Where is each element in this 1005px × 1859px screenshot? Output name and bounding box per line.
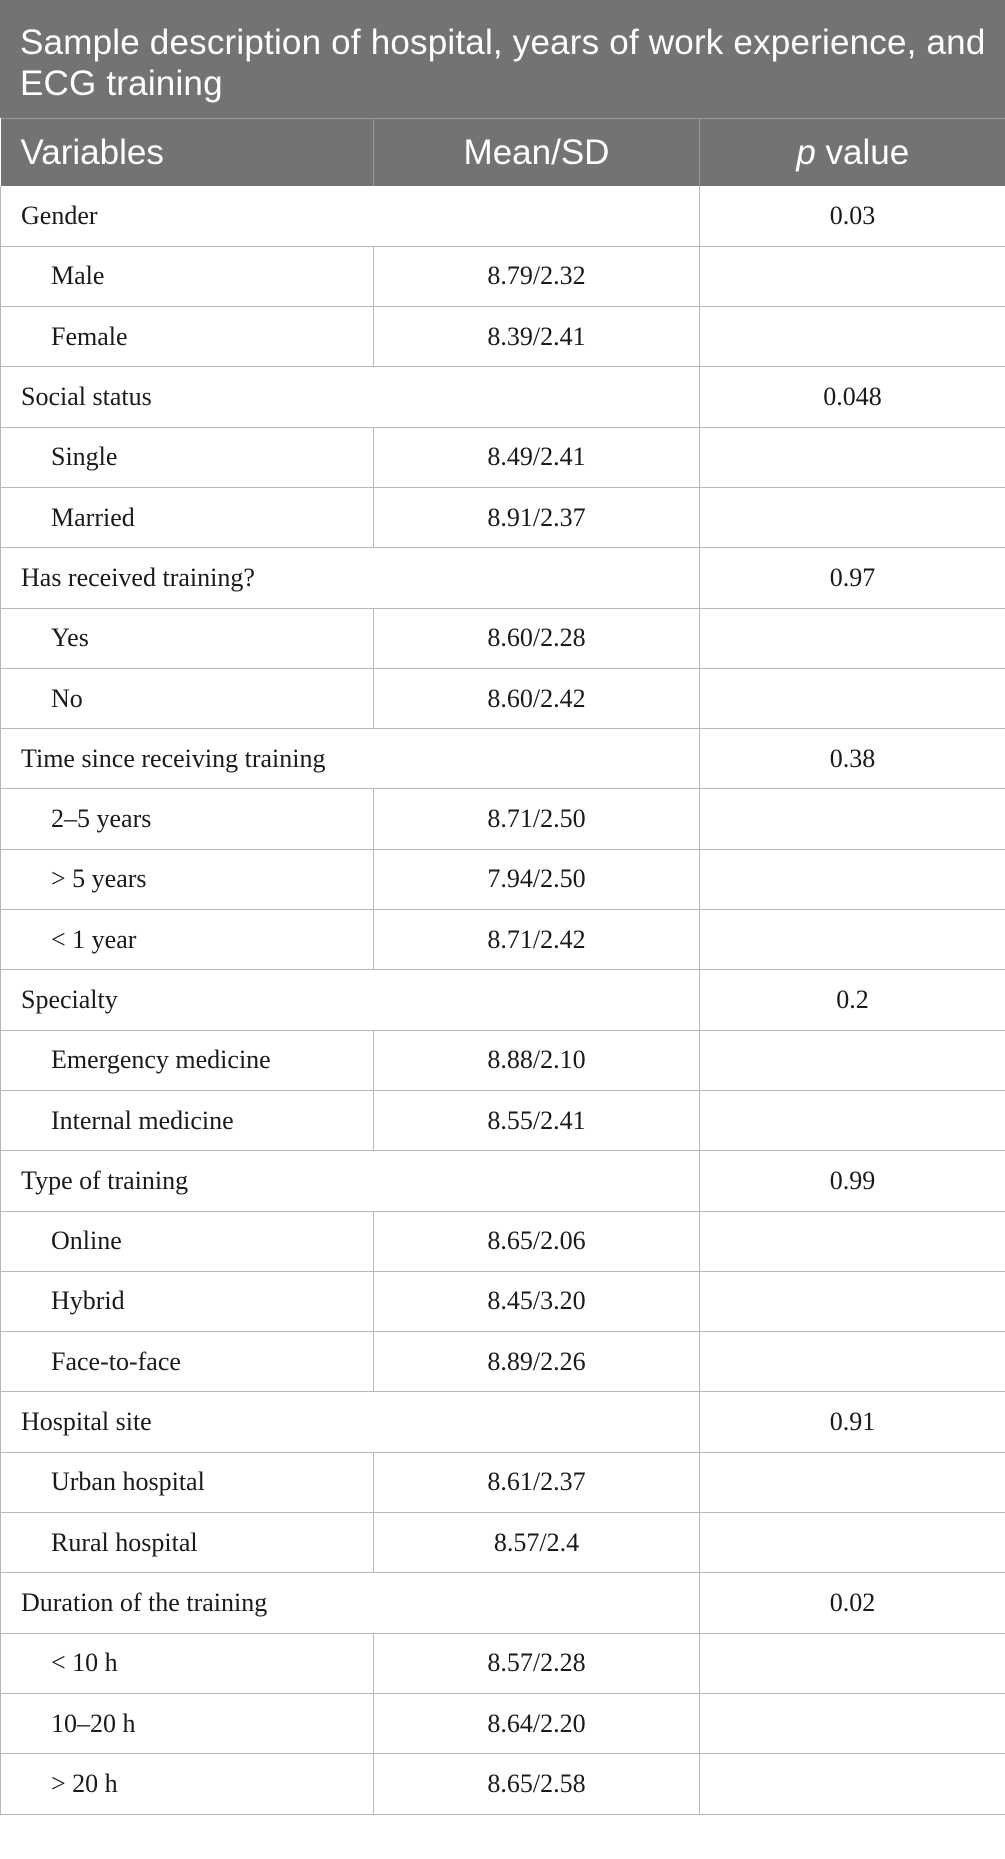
row-mean-sd: 8.61/2.37 <box>374 1452 700 1512</box>
row-mean-sd: 8.64/2.20 <box>374 1693 700 1753</box>
row-p-empty <box>700 1211 1005 1271</box>
row-label: Hybrid <box>1 1271 374 1331</box>
table-row <box>1 307 1005 367</box>
row-label: > 5 years <box>1 849 374 909</box>
row-mean-sd: 8.79/2.32 <box>374 246 700 306</box>
table-row <box>1 849 1005 909</box>
row-label: < 1 year <box>1 910 374 970</box>
group-p-value: 0.38 <box>700 729 1005 789</box>
row-label: 2–5 years <box>1 789 374 849</box>
row-mean-sd: 8.89/2.26 <box>374 1332 700 1392</box>
row-p-empty <box>700 1030 1005 1090</box>
row-mean-sd: 8.91/2.37 <box>374 487 700 547</box>
row-mean-sd: 8.55/2.41 <box>374 1090 700 1150</box>
header-mean-sd: Mean/SD <box>374 119 700 187</box>
group-label: Type of training <box>1 1151 700 1211</box>
group-p-value: 0.02 <box>700 1573 1005 1633</box>
row-p-empty <box>700 1754 1005 1814</box>
row-p-empty <box>700 1271 1005 1331</box>
row-p-empty <box>700 1332 1005 1392</box>
row-label: Internal medicine <box>1 1090 374 1150</box>
row-p-empty <box>700 246 1005 306</box>
header-row <box>1 119 1005 187</box>
table-row <box>1 1211 1005 1271</box>
group-label: Time since receiving training <box>1 729 700 789</box>
table-row <box>1 246 1005 306</box>
group-p-value: 0.97 <box>700 548 1005 608</box>
row-label: Emergency medicine <box>1 1030 374 1090</box>
table-caption: Sample description of hospital, years of work experience, and ECG training <box>0 0 1005 118</box>
group-row <box>1 970 1005 1030</box>
table-body <box>1 186 1005 1814</box>
row-label: < 10 h <box>1 1633 374 1693</box>
group-p-value: 0.03 <box>700 186 1005 246</box>
group-row <box>1 186 1005 246</box>
row-mean-sd: 8.71/2.50 <box>374 789 700 849</box>
group-row <box>1 729 1005 789</box>
table-row <box>1 487 1005 547</box>
row-p-empty <box>700 849 1005 909</box>
row-mean-sd: 8.57/2.4 <box>374 1513 700 1573</box>
group-row <box>1 1392 1005 1452</box>
row-p-empty <box>700 910 1005 970</box>
row-p-empty <box>700 307 1005 367</box>
row-mean-sd: 8.88/2.10 <box>374 1030 700 1090</box>
group-label: Specialty <box>1 970 700 1030</box>
row-mean-sd: 8.45/3.20 <box>374 1271 700 1331</box>
row-label: Urban hospital <box>1 1452 374 1512</box>
group-label: Has received training? <box>1 548 700 608</box>
row-p-empty <box>700 1452 1005 1512</box>
group-p-value: 0.048 <box>700 367 1005 427</box>
group-label: Hospital site <box>1 1392 700 1452</box>
row-mean-sd: 8.65/2.06 <box>374 1211 700 1271</box>
row-label: 10–20 h <box>1 1693 374 1753</box>
table-row <box>1 1030 1005 1090</box>
group-row <box>1 548 1005 608</box>
table-row <box>1 910 1005 970</box>
group-label: Social status <box>1 367 700 427</box>
row-label: Female <box>1 307 374 367</box>
row-p-empty <box>700 1513 1005 1573</box>
table-header <box>1 119 1005 187</box>
row-p-empty <box>700 1693 1005 1753</box>
row-label: > 20 h <box>1 1754 374 1814</box>
group-row <box>1 1573 1005 1633</box>
group-row <box>1 367 1005 427</box>
data-table <box>0 118 1005 1815</box>
table-row <box>1 1633 1005 1693</box>
row-mean-sd: 8.39/2.41 <box>374 307 700 367</box>
row-label: Male <box>1 246 374 306</box>
table-row <box>1 1754 1005 1814</box>
header-p-italic: p <box>796 132 816 172</box>
group-label: Duration of the training <box>1 1573 700 1633</box>
row-p-empty <box>700 427 1005 487</box>
table-row <box>1 1332 1005 1392</box>
table-row <box>1 1452 1005 1512</box>
row-p-empty <box>700 1090 1005 1150</box>
table-row <box>1 608 1005 668</box>
row-p-empty <box>700 487 1005 547</box>
row-mean-sd: 8.65/2.58 <box>374 1754 700 1814</box>
header-variables: Variables <box>1 119 374 187</box>
table-row <box>1 668 1005 728</box>
row-p-empty <box>700 1633 1005 1693</box>
group-p-value: 0.99 <box>700 1151 1005 1211</box>
row-mean-sd: 7.94/2.50 <box>374 849 700 909</box>
row-p-empty <box>700 608 1005 668</box>
row-label: Single <box>1 427 374 487</box>
row-mean-sd: 8.49/2.41 <box>374 427 700 487</box>
row-mean-sd: 8.57/2.28 <box>374 1633 700 1693</box>
table-row <box>1 1271 1005 1331</box>
group-label: Gender <box>1 186 700 246</box>
row-p-empty <box>700 668 1005 728</box>
row-label: No <box>1 668 374 728</box>
header-p-rest: value <box>815 132 910 172</box>
row-label: Face-to-face <box>1 1332 374 1392</box>
table-row <box>1 1090 1005 1150</box>
row-mean-sd: 8.60/2.28 <box>374 608 700 668</box>
group-p-value: 0.2 <box>700 970 1005 1030</box>
header-p-value <box>700 119 1005 187</box>
row-mean-sd: 8.60/2.42 <box>374 668 700 728</box>
row-label: Rural hospital <box>1 1513 374 1573</box>
table-row <box>1 427 1005 487</box>
row-label: Online <box>1 1211 374 1271</box>
row-p-empty <box>700 789 1005 849</box>
row-label: Married <box>1 487 374 547</box>
group-row <box>1 1151 1005 1211</box>
table-row <box>1 1513 1005 1573</box>
row-mean-sd: 8.71/2.42 <box>374 910 700 970</box>
table-row <box>1 789 1005 849</box>
group-p-value: 0.91 <box>700 1392 1005 1452</box>
table-row <box>1 1693 1005 1753</box>
row-label: Yes <box>1 608 374 668</box>
